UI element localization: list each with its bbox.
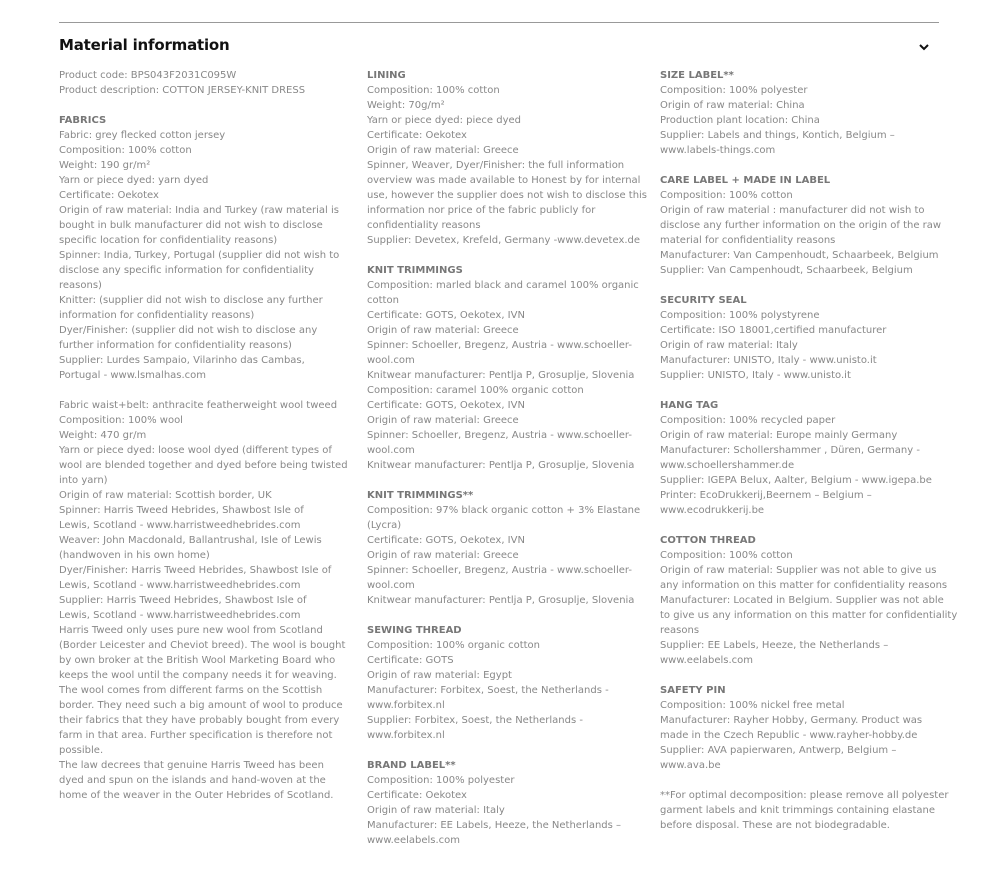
material-text-line: possible.	[59, 745, 104, 756]
material-text-line: Origin of raw material: Italy	[660, 340, 798, 351]
material-text-line: Certificate: Oekotex	[59, 190, 159, 201]
material-text-line: Printer: EcoDrukkerij,Beernem – Belgium –	[660, 490, 872, 501]
material-text-line: made in the Czech Republic - www.rayher-hobby.de	[660, 730, 918, 741]
material-text-line: bought in bulk manufacturer did not wish to disclose	[59, 220, 323, 231]
material-text-line: Origin of raw material: Supplier was not able to give us	[660, 565, 937, 576]
spacer	[367, 743, 647, 758]
material-text-line: Dyer/Finisher: Harris Tweed Hebrides, Shawbost Isle of	[59, 565, 332, 576]
spacer	[59, 98, 345, 113]
material-text-line: Certificate: ISO 18001,certified manufacturer	[660, 325, 887, 336]
material-heading: COTTON THREAD	[660, 535, 756, 546]
material-text-line: www.ecodrukkerij.be	[660, 505, 765, 516]
material-text-line: Product description: COTTON JERSEY-KNIT DRESS	[59, 85, 306, 96]
material-text-line: Manufacturer: EE Labels, Heeze, the Netherlands –	[367, 820, 622, 831]
material-text-line: www.forbitex.nl	[367, 730, 445, 741]
material-heading: KNIT TRIMMINGS	[367, 265, 463, 276]
material-text-line: wool are blended together and dyed before being twisted	[59, 460, 348, 471]
material-text-line: Supplier: UNISTO, Italy - www.unisto.it	[660, 370, 851, 381]
material-text-line: Manufacturer: Schollershammer , Düren, Germany -	[660, 445, 920, 456]
material-text-line: Weight: 70g/m²	[367, 100, 445, 111]
material-text-line: www.ava.be	[660, 760, 721, 771]
material-text-line: Manufacturer: UNISTO, Italy - www.unisto.it	[660, 355, 877, 366]
material-text-line: Composition: 100% recycled paper	[660, 415, 836, 426]
material-text-line: reasons)	[59, 280, 102, 291]
material-text-line: Spinner: Harris Tweed Hebrides, Shawbost Isle of	[59, 505, 304, 516]
material-text-line: wool.com	[367, 580, 415, 591]
material-text-line: Supplier: Labels and things, Kontich, Belgium –	[660, 130, 895, 141]
material-text-line: Knitter: (supplier did not wish to disclose any further	[59, 295, 323, 306]
material-text-line: Yarn or piece dyed: loose wool dyed (different types of	[59, 445, 332, 456]
material-text-line: Composition: 100% polystyrene	[660, 310, 820, 321]
material-text-line: Manufacturer: Rayher Hobby, Germany. Product was	[660, 715, 923, 726]
material-text-line: into yarn)	[59, 475, 108, 486]
material-text-line: use, however the supplier does not wish to disclose this	[367, 190, 648, 201]
material-text-line: confidentiality reasons	[367, 220, 481, 231]
material-text-line: Origin of raw material: Egypt	[367, 670, 512, 681]
material-text-line: Manufacturer: Located in Belgium. Supplier was not able	[660, 595, 944, 606]
material-text-line: information for confidentiality reasons)	[59, 310, 255, 321]
material-text-line: Supplier: IGEPA Belux, Aalter, Belgium - www.igepa.be	[660, 475, 932, 486]
material-text-line: Origin of raw material: Italy	[367, 805, 505, 816]
material-text-line: Spinner, Weaver, Dyer/Finisher: the full information	[367, 160, 625, 171]
material-text-line: Lewis, Scotland - www.harristweedhebrides.com	[59, 580, 301, 591]
material-text-line: Manufacturer: Forbitex, Soest, the Netherlands -	[367, 685, 609, 696]
material-text-line: by own broker at the British Wool Marketing Board who	[59, 655, 336, 666]
material-heading: SAFETY PIN	[660, 685, 726, 696]
material-text-line: Manufacturer: Van Campenhoudt, Schaarbeek, Belgium	[660, 250, 939, 261]
chevron-down-icon[interactable]	[917, 39, 931, 53]
material-text-line: Knitwear manufacturer: Pentlja P, Grosuplje, Slovenia	[367, 595, 635, 606]
material-text-line: Portugal - www.lsmalhas.com	[59, 370, 207, 381]
material-text-line: Certificate: GOTS	[367, 655, 454, 666]
material-text-line: Weight: 190 gr/m²	[59, 160, 151, 171]
material-text-line: Origin of raw material: India and Turkey (raw material is	[59, 205, 339, 216]
material-text-line: Origin of raw material: Europe mainly Germany	[660, 430, 898, 441]
material-text-line: Origin of raw material: Scottish border, UK	[59, 490, 272, 501]
material-text-line: Lewis, Scotland - www.harristweedhebrides.com	[59, 610, 301, 621]
material-text-line: www.eelabels.com	[367, 835, 461, 846]
material-text-line: to give us any information on this matter for confidentiality	[660, 610, 958, 621]
material-heading: SEWING THREAD	[367, 625, 462, 636]
material-text-line: home of the weaver in the Outer Hebrides of Scotland.	[59, 790, 334, 801]
material-text-line: Certificate: GOTS, Oekotex, IVN	[367, 310, 525, 321]
material-heading: KNIT TRIMMINGS**	[367, 490, 474, 501]
material-text-line: Spinner: Schoeller, Bregenz, Austria - www.schoeller-	[367, 430, 632, 441]
material-text-line: Certificate: GOTS, Oekotex, IVN	[367, 400, 525, 411]
section-divider	[59, 22, 939, 23]
material-heading: SIZE LABEL**	[660, 70, 734, 81]
material-text-line: Weaver: John Macdonald, Ballantrushal, Isle of Lewis	[59, 535, 322, 546]
material-text-line: Composition: 100% nickel free metal	[660, 700, 845, 711]
spacer	[660, 668, 942, 683]
material-text-line: Certificate: Oekotex	[367, 130, 467, 141]
material-text-line: www.forbitex.nl	[367, 700, 445, 711]
material-text-line: specific location for confidentiality reasons)	[59, 235, 278, 246]
material-text-line: Composition: 100% cotton	[660, 190, 793, 201]
material-text-line: Composition: 100% polyester	[367, 775, 515, 786]
material-text-line: Origin of raw material: China	[660, 100, 805, 111]
material-text-line: garment labels and knit trimmings containing elastane	[660, 805, 936, 816]
material-column-1	[59, 68, 348, 803]
material-text-line: Lewis, Scotland - www.harristweedhebrides.com	[59, 520, 301, 531]
spacer	[367, 608, 647, 623]
material-text-line: Supplier: AVA papierwaren, Antwerp, Belgium –	[660, 745, 897, 756]
material-text-line: disclose any specific information for confidentiality	[59, 265, 314, 276]
material-text-line: farm in that area. Further specification is therefore not	[59, 730, 333, 741]
material-text-line: material for confidentiality reasons	[660, 235, 836, 246]
spacer	[660, 158, 942, 173]
material-text-line: Production plant location: China	[660, 115, 820, 126]
material-text-line: further information for confidentiality reasons)	[59, 340, 292, 351]
material-text-line: Composition: caramel 100% organic cotton	[367, 385, 584, 396]
material-text-line: Certificate: GOTS, Oekotex, IVN	[367, 535, 525, 546]
material-text-line: Fabric: grey flecked cotton jersey	[59, 130, 226, 141]
material-text-line: The law decrees that genuine Harris Tweed has been	[59, 760, 324, 771]
material-text-line: overview was made available to Honest by for internal	[367, 175, 641, 186]
material-text-line: before disposal. These are not biodegradable.	[660, 820, 890, 831]
material-text-line: Composition: 100% wool	[59, 415, 183, 426]
material-text-line: (handwoven in his own home)	[59, 550, 210, 561]
material-text-line: Origin of raw material: Greece	[367, 415, 519, 426]
material-text-line: Fabric waist+belt: anthracite featherweight wool tweed	[59, 400, 338, 411]
material-text-line: www.eelabels.com	[660, 655, 754, 666]
material-text-line: cotton	[367, 295, 399, 306]
material-text-line: Spinner: Schoeller, Bregenz, Austria - www.schoeller-	[367, 340, 632, 351]
spacer	[660, 278, 942, 293]
material-text-line: reasons	[660, 625, 700, 636]
material-text-line: Supplier: Van Campenhoudt, Schaarbeek, Belgium	[660, 265, 913, 276]
material-text-line: Weight: 470 gr/m	[59, 430, 147, 441]
material-text-line: Supplier: Devetex, Krefeld, Germany -www.devetex.de	[367, 235, 641, 246]
material-text-line: Origin of raw material: Greece	[367, 325, 519, 336]
material-text-line: Dyer/Finisher: (supplier did not wish to disclose any	[59, 325, 318, 336]
material-text-line: wool.com	[367, 355, 415, 366]
material-text-line: disclose any further information on the origin of the raw	[660, 220, 942, 231]
material-text-line: Harris Tweed only uses pure new wool from Scotland	[59, 625, 323, 636]
material-text-line: Knitwear manufacturer: Pentlja P, Grosuplje, Slovenia	[367, 460, 635, 471]
material-text-line: Origin of raw material: Greece	[367, 550, 519, 561]
material-heading: LINING	[367, 70, 406, 81]
material-text-line: Composition: 100% organic cotton	[367, 640, 541, 651]
material-heading: FABRICS	[59, 115, 107, 126]
material-text-line: Knitwear manufacturer: Pentlja P, Grosuplje, Slovenia	[367, 370, 635, 381]
material-text-line: information nor price of the fabric publicly for	[367, 205, 596, 216]
section-title: Material information	[59, 36, 230, 54]
material-text-line: Composition: 100% cotton	[660, 550, 793, 561]
material-text-line: Supplier: Lurdes Sampaio, Vilarinho das Cambas,	[59, 355, 305, 366]
material-text-line: Composition: 97% black organic cotton + 3% Elastane	[367, 505, 641, 516]
material-text-line: dyed and spun on the islands and hand-woven at the	[59, 775, 326, 786]
material-text-line: Origin of raw material: Greece	[367, 145, 519, 156]
spacer	[660, 773, 942, 788]
material-heading: HANG TAG	[660, 400, 719, 411]
material-column-2	[367, 68, 647, 848]
material-text-line: Yarn or piece dyed: yarn dyed	[59, 175, 209, 186]
material-text-line: keeps the wool until the company needs it for weaving.	[59, 670, 337, 681]
material-text-line: www.labels-things.com	[660, 145, 776, 156]
material-text-line: Composition: marled black and caramel 100% organic	[367, 280, 639, 291]
material-text-line: Spinner: Schoeller, Bregenz, Austria - www.schoeller-	[367, 565, 632, 576]
material-text-line: Supplier: EE Labels, Heeze, the Netherlands –	[660, 640, 889, 651]
material-text-line: Yarn or piece dyed: piece dyed	[367, 115, 522, 126]
material-text-line: Spinner: India, Turkey, Portugal (supplier did not wish to	[59, 250, 340, 261]
material-text-line: www.schoellershammer.de	[660, 460, 795, 471]
spacer	[367, 248, 647, 263]
material-text-line: Supplier: Forbitex, Soest, the Netherlands -	[367, 715, 583, 726]
spacer	[660, 383, 942, 398]
spacer	[367, 473, 647, 488]
material-column-3	[660, 68, 958, 833]
material-text-line: Composition: 100% cotton	[367, 85, 500, 96]
material-text-line: their fabrics that they have probably bought from every	[59, 715, 340, 726]
material-text-line: wool.com	[367, 445, 415, 456]
material-heading: SECURITY SEAL	[660, 295, 747, 306]
material-text-line: **For optimal decomposition: please remove all polyester	[660, 790, 949, 801]
material-text-line: border. They need such a big amount of wool to produce	[59, 700, 343, 711]
material-heading: CARE LABEL + MADE IN LABEL	[660, 175, 831, 186]
material-text-line: Composition: 100% polyester	[660, 85, 808, 96]
material-text-line: (Border Leicester and Cheviot breed). The wool is bought	[59, 640, 346, 651]
material-text-line: Product code: BPS043F2031C095W	[59, 70, 237, 81]
material-text-line: The wool comes from different farms on the Scottish	[59, 685, 323, 696]
material-text-line: (Lycra)	[367, 520, 402, 531]
material-heading: BRAND LABEL**	[367, 760, 456, 771]
material-text-line: Certificate: Oekotex	[367, 790, 467, 801]
spacer	[660, 518, 942, 533]
material-text-line: Supplier: Harris Tweed Hebrides, Shawbost Isle of	[59, 595, 307, 606]
material-text-line: Origin of raw material : manufacturer did not wish to	[660, 205, 925, 216]
material-text-line: Composition: 100% cotton	[59, 145, 192, 156]
spacer	[59, 383, 345, 398]
material-text-line: any information on this matter for confidentiality reasons	[660, 580, 948, 591]
